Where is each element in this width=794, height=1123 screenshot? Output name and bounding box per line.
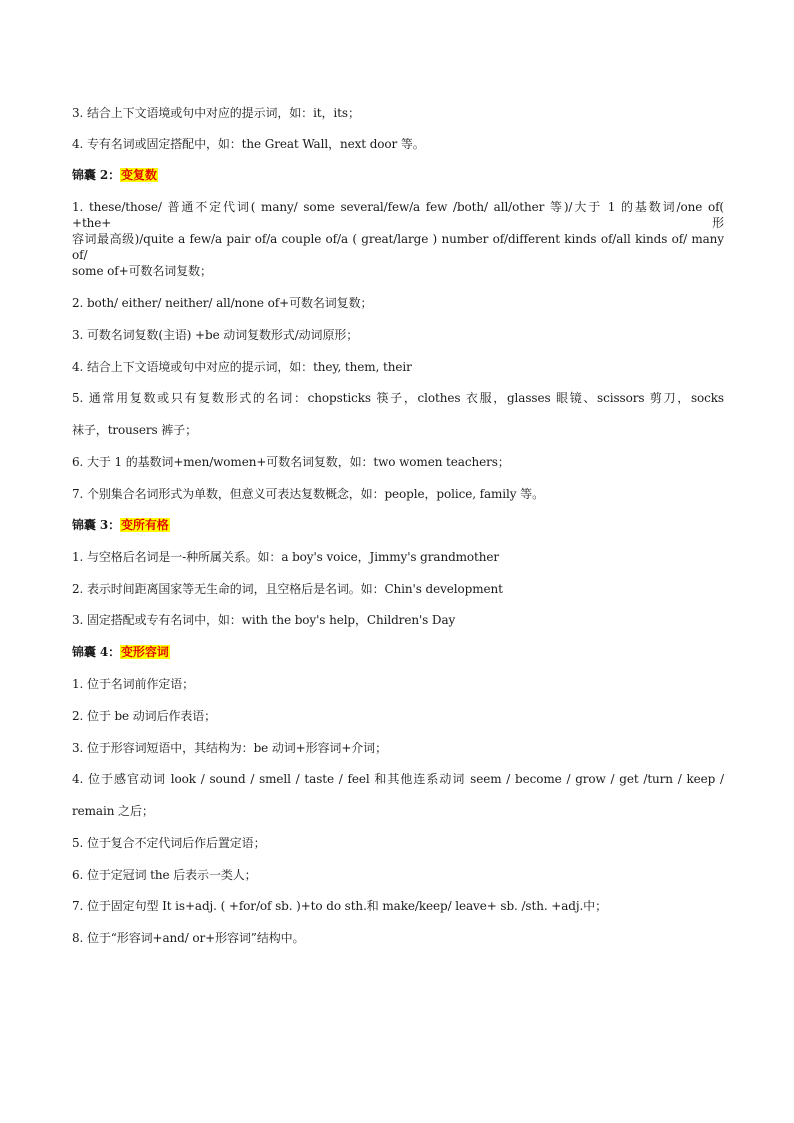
list-item: 3. 固定搭配或专有名词中，如：with the boy's help，Children's Day	[72, 613, 456, 627]
list-item: 6. 大于 1 的基数词+men/women+可数名词复数，如：two women teachers；	[72, 455, 510, 469]
list-item: remain 之后；	[72, 804, 154, 818]
list-item: 1. 位于名词前作定语；	[72, 677, 195, 691]
list-item: 1. these/those/ 普通不定代词( many/ some several/few/a few /both/ all/other 等)/大于 1 的基数词/one of( +the+形	[72, 200, 724, 230]
text-line: 3. 结合上下文语境或句中对应的提示词，如：it，its；	[72, 106, 360, 120]
section-prefix: 锦囊 3：	[72, 518, 121, 532]
section-heading-4	[72, 644, 724, 660]
list-item: 2. both/ either/ neither/ all/none of+可数名词复数；	[72, 296, 373, 310]
list-item: 4. 位于感官动词 look / sound / smell / taste / feel 和其他连系动词 seem / become / grow / get /turn / keep /	[72, 772, 724, 786]
list-item: 5. 通常用复数或只有复数形式的名词：chopsticks 筷子，clothes 衣服，glasses 眼镜、scissors 剪刀，socks	[72, 391, 724, 405]
list-item: 5. 位于复合不定代词后作后置定语；	[72, 836, 266, 850]
section-heading-3	[72, 517, 724, 533]
list-item: 3. 位于形容词短语中，其结构为：be 动词+形容词+介词；	[72, 741, 387, 755]
list-item: 8. 位于“形容词+and/ or+形容词”结构中。	[72, 931, 305, 945]
text-line: 4. 专有名词或固定搭配中，如：the Great Wall，next door 等。	[72, 137, 425, 151]
section-title: 变所有格	[121, 518, 169, 532]
section-prefix: 锦囊 2：	[72, 168, 121, 182]
list-item: 3. 可数名词复数(主语) +be 动词复数形式/动词原形；	[72, 328, 359, 342]
section-title: 变复数	[121, 168, 157, 182]
section-heading-2	[72, 167, 724, 183]
list-item: 4. 结合上下文语境或句中对应的提示词，如：they, them, their	[72, 360, 412, 374]
list-item: some of+可数名词复数；	[72, 264, 212, 278]
list-item: 1. 与空格后名词是一-种所属关系。如：a boy's voice，Jimmy's grandmother	[72, 550, 500, 564]
list-item: 2. 表示时间距离国家等无生命的词，且空格后是名词。如：Chin's development	[72, 582, 503, 596]
list-item: 2. 位于 be 动词后作表语；	[72, 709, 217, 723]
list-item: 6. 位于定冠词 the 后表示一类人；	[72, 868, 257, 882]
section-title: 变形容词	[121, 645, 169, 659]
section-prefix: 锦囊 4：	[72, 645, 121, 659]
list-item: 容词最高级)/quite a few/a pair of/a couple of/a ( great/large ) number of/different kinds of/all kinds of/ many of/	[72, 232, 724, 262]
list-item: 7. 位于固定句型 It is+adj. ( +for/of sb. )+to do sth.和 make/keep/ leave+ sb. /sth. +adj.中；	[72, 899, 607, 913]
list-item: 袜子，trousers 裤子；	[72, 423, 197, 437]
list-item: 7. 个别集合名词形式为单数，但意义可表达复数概念，如：people，police, family 等。	[72, 487, 544, 501]
